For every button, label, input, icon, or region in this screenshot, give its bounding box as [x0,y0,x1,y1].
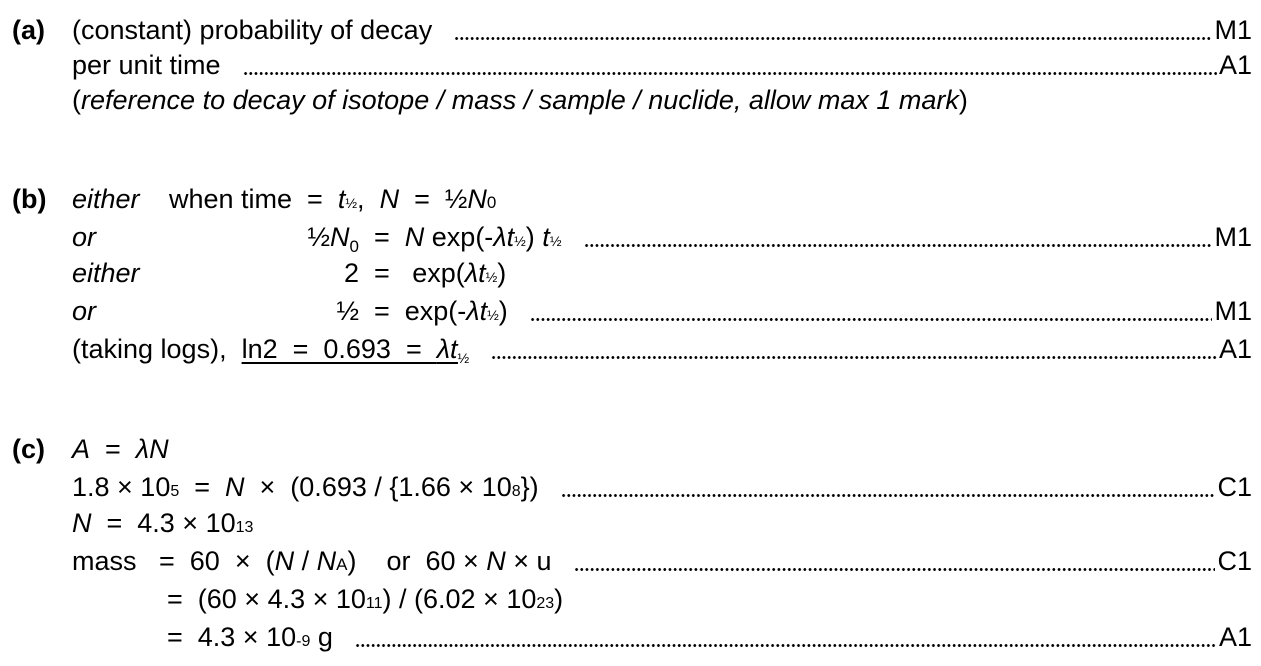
exponent: 5 [170,483,180,500]
eq-text: when time = [169,184,338,214]
eq-text: × u [505,546,552,576]
part-c-label: (c) [12,434,45,464]
eq-text: ) / (6.02 × 10 [382,584,537,614]
eq-text: = [179,472,226,502]
note-open: ( [72,85,81,115]
mark-m1: M1 [1214,222,1252,252]
dot-leader [530,303,1213,325]
sub-half: ½ [485,269,498,285]
dot-leader [491,341,1217,363]
var-n: N [274,546,295,576]
lambda-t: λt [466,296,488,326]
var-n: N [225,472,245,502]
part-b-line-2 [72,220,1252,254]
mark-m1: M1 [1214,15,1252,45]
lambda-t: λt [436,334,458,364]
dot-leader [574,553,1216,575]
dot-leader [355,629,1217,651]
eq-text: = [359,222,405,252]
mark-a1: A1 [1218,622,1252,652]
var-n: N [316,546,337,576]
eq-text: = [90,434,136,464]
exponent: 8 [511,483,521,500]
either-word: either [72,184,140,214]
part-a-line-1 [72,13,1252,47]
eq-text: 2 [343,258,359,288]
eq-text: = ½ [399,184,468,214]
eq-text: ½ [336,296,359,326]
sub-half: ½ [457,350,470,366]
or-word: or [72,222,97,252]
sub-half: ½ [487,307,499,323]
var-a: A [72,434,91,464]
part-a-line-3 [72,83,1252,117]
lhs [169,256,359,290]
eq-text: ln2 = 0.693 = [241,334,437,364]
mark-a1: A1 [1218,334,1252,364]
var-n: N [404,222,425,252]
var-n: N [467,184,487,214]
dot-leader [561,479,1216,501]
var-n: N [486,546,506,576]
lhs [169,294,359,328]
or-word: or [72,296,97,326]
part-b-line-3 [72,256,1252,290]
mark-m1: M1 [1214,296,1252,326]
mark-c1: C1 [1217,472,1252,502]
var-n: N [72,508,92,538]
part-b-label: (b) [12,184,47,214]
part-b-line-4 [72,294,1252,328]
part-a-line-1-text: (constant) probability of decay [72,15,433,45]
part-c-line-1 [72,432,1252,466]
lambda-n: λN [135,434,169,464]
part-a-label: (a) [12,15,45,45]
sub-a: A [336,555,348,574]
eq-text: g [310,622,333,652]
sub-half: ½ [514,233,526,249]
eq-text: = 4.3 × 10 [91,508,236,538]
exponent: 11 [365,595,383,612]
eq-text: ) or 60 × [347,546,487,576]
var-n: N [330,222,350,252]
eq-text: ) [554,584,564,614]
part-b-line-1 [72,182,1252,216]
var-n: N [379,184,400,214]
eq-text: ) [497,258,507,288]
examiner-note: reference to decay of isotope / mass / sample / nuclide, allow max 1 mark [81,85,959,115]
part-a-line-2-text: per unit time [72,50,221,80]
exponent: 13 [235,519,254,536]
part-a-line-2 [72,48,1252,82]
eq-text: exp(- [424,222,494,252]
eq-text: = 4.3 × 10 [167,622,297,652]
dot-leader [243,57,1217,79]
part-c-line-2 [72,470,1252,504]
sub-half: ½ [549,233,562,249]
lambda-t: λt [464,258,486,288]
taking-logs-text: (taking logs), [72,334,242,364]
eq-text: , [357,184,380,214]
part-c-line-5 [72,582,1252,616]
sub-zero: 0 [349,237,359,256]
eq-text: / [294,546,317,576]
exponent: 23 [536,595,555,612]
eq-text: × (0.693 / {1.66 × 10 [244,472,512,502]
eq-text: }) [520,472,539,502]
mark-a1: A1 [1218,50,1252,80]
exponent: -9 [296,633,311,650]
eq-text: = exp( [359,258,465,288]
part-c-line-3 [72,506,1252,540]
eq-text: mass = 60 × ( [72,546,275,576]
sub-zero: 0 [486,193,497,212]
dot-leader [584,229,1213,251]
eq-text: ) [498,296,508,326]
part-c-line-4 [72,544,1252,578]
dot-leader [454,22,1212,44]
sub-half: ½ [345,195,358,211]
part-c-line-6 [72,620,1252,654]
note-close: ) [958,85,968,115]
part-b-line-5 [72,332,1252,366]
eq-text: ½ [307,222,331,252]
either-word: either [72,258,140,288]
mark-c1: C1 [1217,546,1252,576]
final-result-underlined [242,332,470,375]
var-t: t [542,222,550,252]
eq-text: 1.8 × 10 [72,472,171,502]
var-t: t [337,184,346,214]
eq-text: ) [525,222,543,252]
lambda-t: λt [493,222,515,252]
eq-text: = (60 × 4.3 × 10 [167,584,366,614]
eq-text: = exp(- [359,296,467,326]
